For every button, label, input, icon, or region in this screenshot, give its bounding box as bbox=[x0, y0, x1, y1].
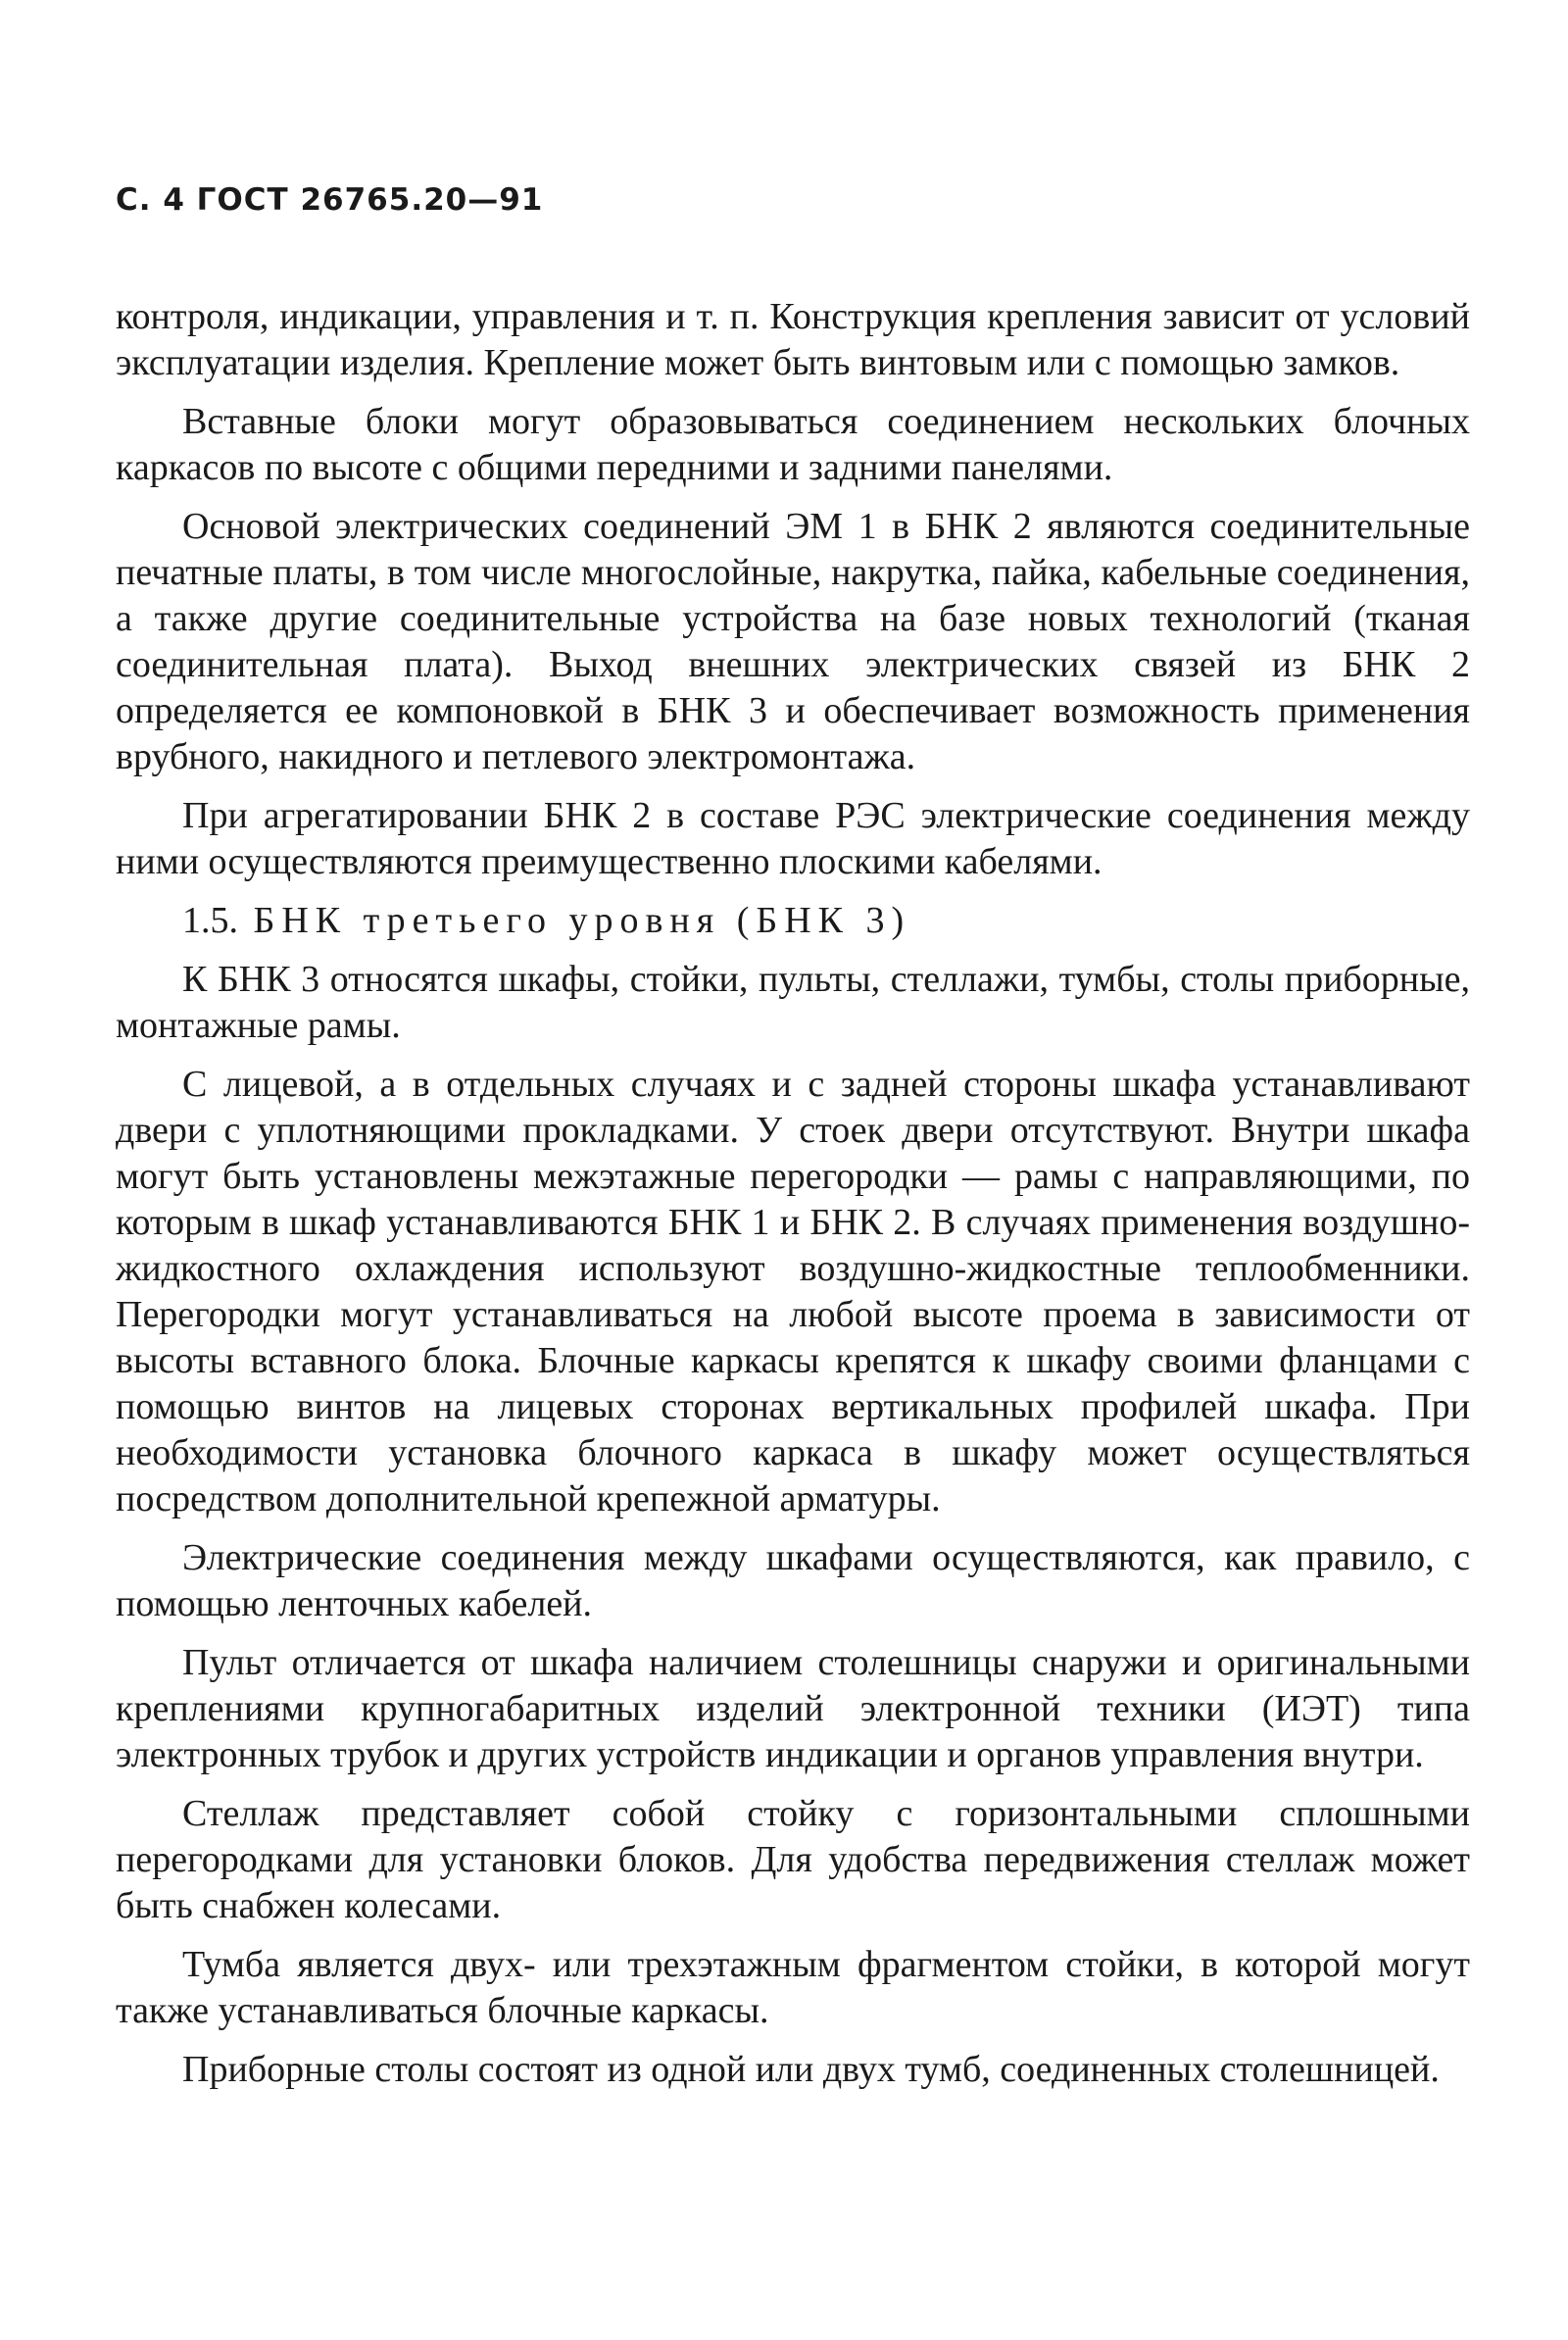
paragraph: Стеллаж представляет собой стойку с горизонтальными сплошными перегородками для установки блоков. Для удобства передвижения стеллаж может быть снабжен колесами. bbox=[116, 1793, 1470, 1926]
paragraph: При агрегатировании БНК 2 в составе РЭС электрические соединения между ними осуществляются преимущественно плоскими кабелями. bbox=[116, 795, 1470, 882]
paragraph: Пульт отличается от шкафа наличием столешницы снаружи и оригинальными креплениями крупногабаритных изделий электронной техники (ИЭТ) типа электронных трубок и других устройств индикации и органов управления внутри. bbox=[116, 1642, 1470, 1775]
section-title: БНК третьего уровня (БНК 3) bbox=[253, 900, 911, 941]
paragraph: Приборные столы состоят из одной или двух тумб, соединенных столешницей. bbox=[182, 2049, 1440, 2090]
document-body bbox=[116, 294, 1470, 2093]
paragraph: К БНК 3 относятся шкафы, стойки, пульты, стеллажи, тумбы, столы приборные, монтажные рамы. bbox=[116, 959, 1470, 1046]
page-header: С. 4 ГОСТ 26765.20—91 bbox=[116, 182, 544, 218]
paragraph: С лицевой, а в отдельных случаях и с задней стороны шкафа устанавливают двери с уплотняющими прокладками. У стоек двери отсутствуют. Внутри шкафа могут быть установлены межэтажные перегородки — рамы с направляющими, по которым в шкаф устанавливаются БНК 1 и БНК 2. В случаях применения воздушно-жидкостного охлаждения используют воздушно-жидкостные теплообменники. Перегородки могут устанавливаться на любой высоте проема в зависимости от высоты вставного блока. Блочные каркасы крепятся к шкафу своими фланцами с помощью винтов на лицевых сторонах вертикальных профилей шкафа. При необходимости установка блочного каркаса в шкафу может осуществляться посредством дополнительной крепежной арматуры. bbox=[116, 1064, 1470, 1519]
paragraph: Основой электрических соединений ЭМ 1 в БНК 2 являются соединительные печатные платы, в том числе многослойные, накрутка, пайка, кабельные соединения, а также другие соединительные устройства на базе новых технологий (тканая соединительная плата). Выход внешних электрических связей из БНК 2 определяется ее компоновкой в БНК 3 и обеспечивает возможность применения врубного, накидного и петлевого электромонтажа. bbox=[116, 506, 1470, 777]
section-number: 1.5. bbox=[182, 900, 238, 941]
section-heading bbox=[116, 898, 1470, 944]
paragraph: Электрические соединения между шкафами осуществляются, как правило, с помощью ленточных кабелей. bbox=[116, 1537, 1470, 1624]
paragraph: Тумба является двух- или трехэтажным фрагментом стойки, в которой могут также устанавливаться блочные каркасы. bbox=[116, 1944, 1470, 2031]
paragraph: Вставные блоки могут образовываться соединением нескольких блочных каркасов по высоте с общими передними и задними панелями. bbox=[116, 401, 1470, 488]
paragraph-continued: контроля, индикации, управления и т. п. Конструкция крепления зависит от условий эксплуатации изделия. Крепление может быть винтовым или с помощью замков. bbox=[116, 296, 1470, 383]
